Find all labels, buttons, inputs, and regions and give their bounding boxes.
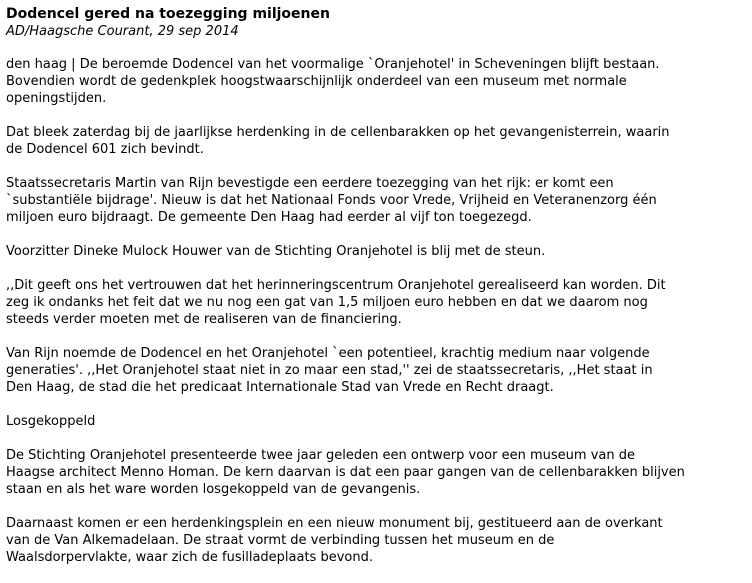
article-title: Dodencel gered na toezegging miljoenen: [6, 6, 330, 22]
paragraph: den haag | De beroemde Dodencel van het voormalige `Oranjehotel' in Scheveningen blijft bestaan. Bovendien wordt de gedenkplek hoogstwaarschijnlijk onderdeel van een museum met normale openingstijden.: [6, 57, 660, 106]
article: [6, 6, 746, 583]
paragraph: Dat bleek zaterdag bij de jaarlijkse herdenking in de cellenbarakken op het gevangenisterrein, waarin de Dodencel 601 zich bevindt.: [6, 125, 670, 157]
paragraph: Staatssecretaris Martin van Rijn bevestigde een eerdere toezegging van het rijk: er komt een `substantiële bijdrage'. Nieuw is dat het Nationaal Fonds voor Vrede, Vrijheid en Veteranenzorg één miljoen euro bijdraagt. De gemeente Den Haag had eerder al vijf ton toegezegd.: [6, 176, 657, 225]
paragraph: Daarnaast komen er een herdenkingsplein en een nieuw monument bij, gestitueerd aan de overkant van de Van Alkemadelaan. De straat vormt de verbinding tussen het museum en de Waalsdorpervlakte, waar zich de fusilladeplaats bevond.: [6, 516, 663, 565]
paragraph: Voorzitter Dineke Mulock Houwer van de Stichting Oranjehotel is blij met de steun.: [6, 244, 546, 259]
subheading: Losgekoppeld: [6, 414, 96, 429]
article-source: AD/Haagsche Courant, 29 sep 2014: [6, 24, 239, 39]
paragraph: Van Rijn noemde de Dodencel en het Oranjehotel `een potentieel, krachtig medium naar volgende generaties'. ,,Het Oranjehotel staat niet in zo maar een stad,'' zei de staatssecretaris, ,,Het staat in Den Haag, de stad die het predicaat Internationale Stad van Vrede en Recht draagt.: [6, 346, 653, 395]
paragraph: ,,Dit geeft ons het vertrouwen dat het herinneringscentrum Oranjehotel gerealiseerd kan worden. Dit zeg ik ondanks het feit dat we nu nog een gat van 1,5 miljoen euro hebben en dat we daarom nog steeds verder moeten met de realiseren van de financiering.: [6, 278, 666, 327]
paragraph: De Stichting Oranjehotel presenteerde twee jaar geleden een ontwerp voor een museum van de Haagse architect Menno Homan. De kern daarvan is dat een paar gangen van de cellenbarakken blijven staan en als het ware worden losgekoppeld van de gevangenis.: [6, 448, 685, 497]
